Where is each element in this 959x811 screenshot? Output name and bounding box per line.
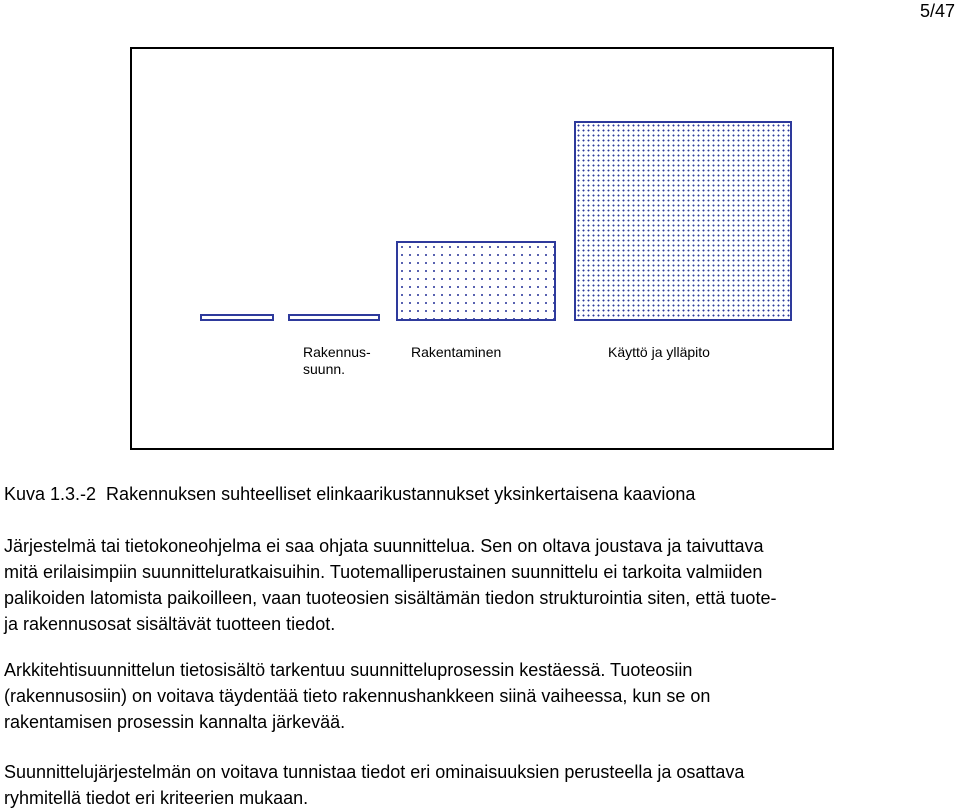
- x-label-design: [303, 344, 371, 378]
- paragraph-line: rakentamisen prosessin kannalta järkevää.: [4, 712, 346, 732]
- bar-design-2: [288, 314, 380, 321]
- paragraph-line: palikoiden latomista paikoilleen, vaan tuoteosien sisältämän tiedon strukturointia siten, että tuote-: [4, 588, 777, 608]
- x-label-design-line1: Rakennus-: [303, 344, 371, 360]
- paragraph-2: [4, 657, 954, 735]
- x-label-design-line2: suunn.: [303, 361, 346, 377]
- page-number: 5/47: [919, 1, 955, 21]
- bar-operation: [574, 121, 792, 321]
- paragraph-line: mitä erilaisimpiin suunnitteluratkaisuihin. Tuotemalliperustainen suunnittelu ei tarkoita valmiiden: [4, 562, 763, 582]
- paragraph-line: ja rakennusosat sisältävät tuotteen tiedot.: [4, 614, 336, 634]
- paragraph-1: [4, 533, 954, 637]
- paragraph-line: ryhmitellä tiedot eri kriteerien mukaan.: [4, 788, 309, 808]
- x-label-construction: Rakentaminen: [411, 344, 502, 360]
- x-label-operation: Käyttö ja ylläpito: [608, 344, 710, 360]
- paragraph-line: Suunnittelujärjestelmän on voitava tunnistaa tiedot eri ominaisuuksien perusteella ja osattava: [4, 762, 745, 782]
- paragraph-line: Arkkitehtisuunnittelun tietosisältö tarkentuu suunnitteluprosessin kestäessä. Tuoteosiin: [4, 660, 693, 680]
- paragraph-3: [4, 759, 954, 811]
- bar-construction: [396, 241, 556, 321]
- paragraph-line: Järjestelmä tai tietokoneohjelma ei saa ohjata suunnittelua. Sen on oltava joustava ja taivuttava: [4, 536, 764, 556]
- bar-design: [200, 314, 274, 321]
- figure-caption: Kuva 1.3.-2 Rakennuksen suhteelliset elinkaarikustannukset yksinkertaisena kaaviona: [4, 484, 696, 504]
- paragraph-line: (rakennusosiin) on voitava täydentää tieto rakennushankkeen siinä vaiheessa, kun se on: [4, 686, 711, 706]
- cost-chart: [130, 47, 834, 450]
